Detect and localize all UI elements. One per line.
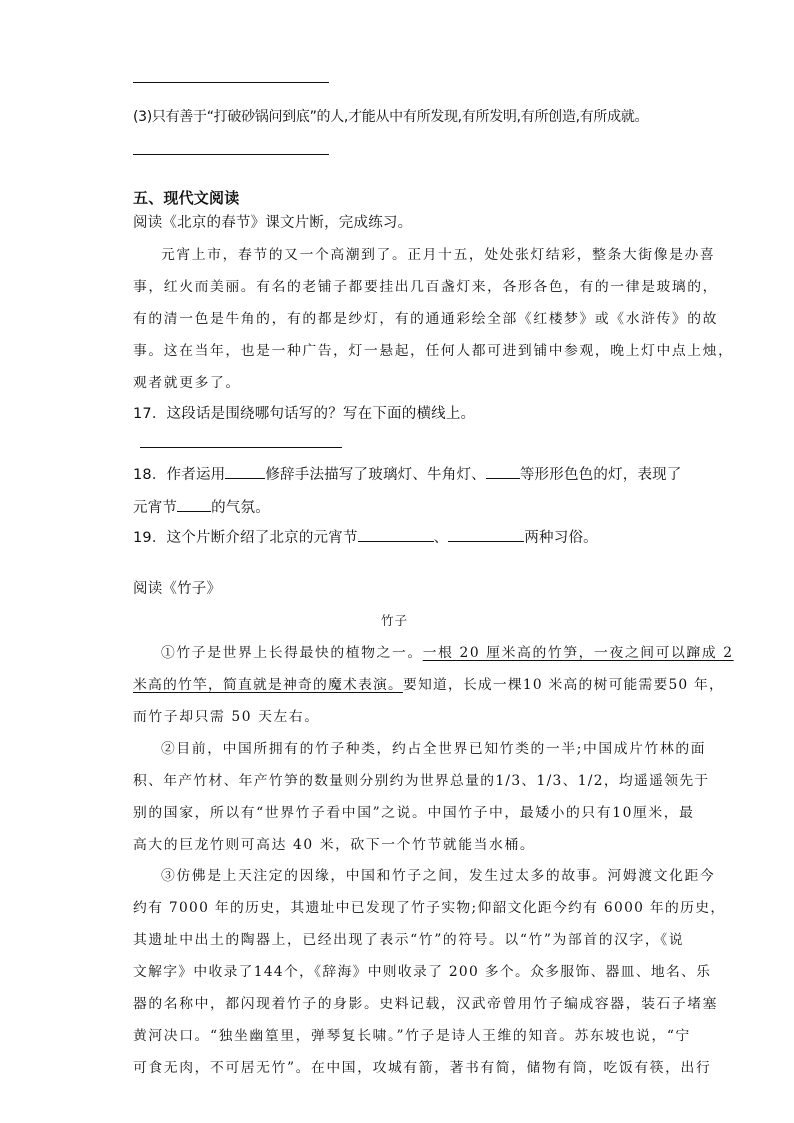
q19-blank-2[interactable] xyxy=(448,527,524,542)
passage-line: 有的清一色是牛角的，有的都是纱灯，有的通通彩绘全部《红楼梦》或《水浒传》的故 xyxy=(133,311,719,327)
section-heading: 五、现代文阅读 xyxy=(133,189,240,207)
answer-line[interactable] xyxy=(133,154,329,155)
question-18 xyxy=(133,463,682,484)
passage-line: 其遗址中出土的陶器上，已经出现了表示“竹”的符号。以“竹”为部首的汉字，《说 xyxy=(133,932,685,948)
q18-text: 18．作者运用 xyxy=(133,467,226,483)
q19-text: 两种习俗。 xyxy=(524,530,598,546)
q3-sentence: (3)只有善于“打破砂锅问到底”的人,才能从中有所发现,有所发明,有所创造,有所成就。 xyxy=(133,109,649,125)
passage-line xyxy=(161,641,734,661)
p1-text: ①竹子是世界上长得最快的植物之一。 xyxy=(161,645,423,661)
q18-blank-atmosphere[interactable] xyxy=(177,497,211,512)
passage-line: ③仿佛是上天注定的因缘，中国和竹子之间，发生过太多的故事。河姆渡文化距今 xyxy=(161,868,716,884)
question-19 xyxy=(133,526,598,547)
answer-line[interactable] xyxy=(133,82,329,83)
q19-text: 、 xyxy=(433,530,449,546)
q18-blank-lamps[interactable] xyxy=(486,464,520,479)
p1-underlined-text: 米高的竹竿，简直就是神奇的魔术表演。 xyxy=(133,677,403,693)
q18-text: 等形形色色的灯，表现了 xyxy=(519,467,682,483)
p1-text: 要知道，长成一棵10 米高的树可能需要50 年， xyxy=(402,677,724,693)
passage-line: 观者就更多了。 xyxy=(133,375,241,391)
passage-line: 约有 7000 年的历史，其遗址中已发现了竹子实物;仰韶文化距今约有 6000 年的历史， xyxy=(133,900,726,916)
passage-line: 黄河决口。“独坐幽篁里，弹琴复长啸。”竹子是诗人王维的知音。苏东坡也说，“宁 xyxy=(133,1028,691,1044)
q19-text: 19．这个片断介绍了北京的元宵节 xyxy=(133,530,358,546)
q18-text: 元宵节 xyxy=(133,500,178,516)
p1-underlined-text: 一根 20 厘米高的竹笋，一夜之间可以蹿成 2 xyxy=(422,645,734,661)
passage-title: 竹子 xyxy=(381,613,409,628)
passage-line xyxy=(133,673,724,693)
reading-intro: 阅读《北京的春节》课文片断，完成练习。 xyxy=(133,215,413,231)
passage-line: 器的名称中，都闪现着竹子的身影。史料记载，汉武帝曾用竹子编成容器，装石子堵塞 xyxy=(133,996,719,1012)
answer-line[interactable] xyxy=(140,447,342,448)
q19-blank-1[interactable] xyxy=(358,527,434,542)
reading-intro-bamboo: 阅读《竹子》 xyxy=(133,581,222,597)
passage-line: 积、年产竹材、年产竹笋的数量则分别约为世界总量的1/3、1/3、1/2，均遥遥领先于 xyxy=(133,773,710,789)
q18-text: 的气氛。 xyxy=(211,500,270,516)
passage-line: 事，红火而美丽。有名的老铺子都要挂出几百盏灯来，各形各色，有的一律是玻璃的， xyxy=(133,279,719,295)
q18-text: 修辞手法描写了玻璃灯、牛角灯、 xyxy=(265,467,486,483)
passage-line: 文解字》中收录了144个，《辞海》中则收录了 200 多个。众多服饰、器皿、地名、乐 xyxy=(133,964,712,980)
question-17: 17．这段话是围绕哪句话写的？写在下面的横线上。 xyxy=(133,406,476,422)
passage-line: 别的国家，所以有“世界竹子看中国”之说。中国竹子中，最矮小的只有10厘米，最 xyxy=(133,805,695,821)
passage-line: 而竹子却只需 50 天左右。 xyxy=(133,709,320,725)
passage-line: ②目前，中国所拥有的竹子种类，约占全世界已知竹类的一半;中国成片竹林的面 xyxy=(161,741,707,757)
passage-line: 元宵上市，春节的又一个高潮到了。正月十五，处处张灯结彩，整条大街像是办喜 xyxy=(161,247,716,263)
passage-line: 事。这在当年，也是一种广告，灯一悬起，任何人都可进到铺中参观，晚上灯中点上烛， xyxy=(133,343,734,359)
passage-line: 可食无肉，不可居无竹”。在中国，攻城有箭，著书有简，储物有筒，吃饭有筷，出行 xyxy=(133,1060,712,1076)
passage-line: 高大的巨龙竹则可高达 40 米，砍下一个竹节就能当水桶。 xyxy=(133,837,536,853)
question-18-line2 xyxy=(133,496,270,517)
q18-blank-rhetoric[interactable] xyxy=(225,464,265,479)
